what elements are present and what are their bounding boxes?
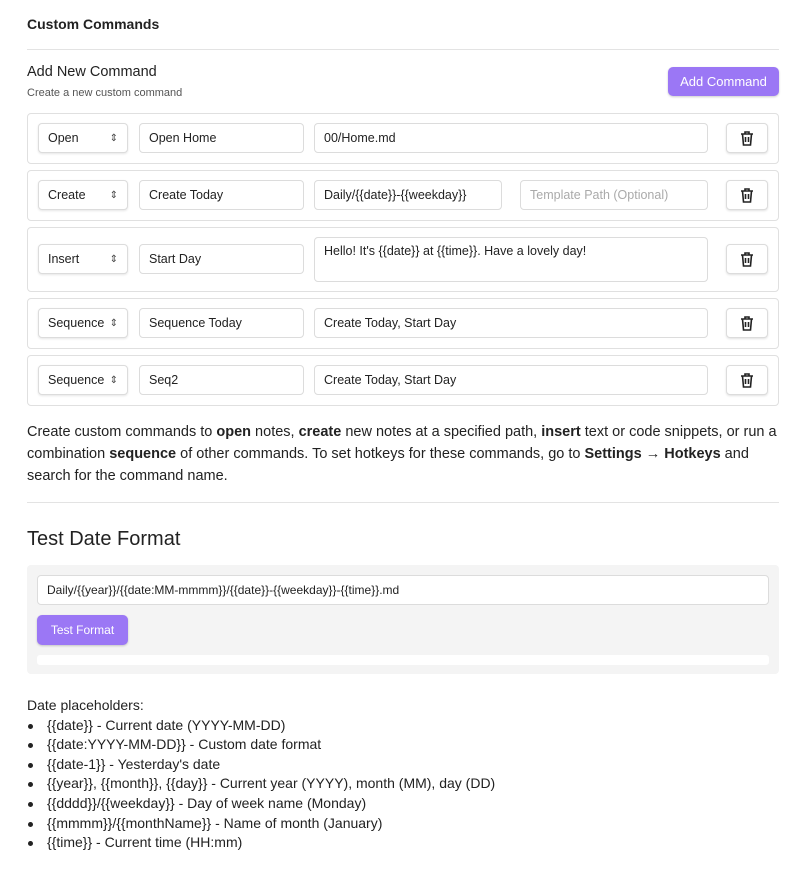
list-item: {{date-1}} - Yesterday's date — [27, 755, 495, 775]
select-value: Sequence — [48, 316, 105, 330]
command-name-input[interactable]: Sequence Today — [139, 308, 304, 338]
delete-button[interactable] — [726, 365, 768, 395]
test-result-output — [37, 655, 769, 665]
list-item: {{date}} - Current date (YYYY-MM-DD) — [27, 716, 495, 736]
command-sequence-input[interactable]: Create Today, Start Day — [314, 308, 708, 338]
command-type-select[interactable] — [38, 244, 128, 274]
chevron-updown-icon: ⇕ — [109, 189, 118, 201]
command-name-input[interactable]: Open Home — [139, 123, 304, 153]
date-format-input[interactable]: Daily/{{year}}/{{date:MM-mmmm}}/{{date}}-{{weekday}}-{{time}}.md — [37, 575, 769, 605]
template-path-input[interactable]: Template Path (Optional) — [520, 180, 708, 210]
select-value: Insert — [48, 252, 80, 266]
trash-icon — [739, 251, 755, 268]
list-item: {{date:YYYY-MM-DD}} - Custom date format — [27, 735, 495, 755]
insert-text-textarea[interactable] — [314, 237, 708, 282]
delete-button[interactable] — [726, 308, 768, 338]
list-item: {{year}}, {{month}}, {{day}} - Current year (YYYY), month (MM), day (DD) — [27, 774, 495, 794]
command-type-select[interactable] — [38, 308, 128, 338]
command-path-input[interactable]: Daily/{{date}}-{{weekday}} — [314, 180, 502, 210]
add-command-button[interactable]: Add Command — [668, 67, 779, 96]
chevron-updown-icon: ⇕ — [109, 317, 118, 329]
command-name-input[interactable]: Start Day — [139, 244, 304, 274]
command-row — [27, 298, 779, 349]
commands-description: Create custom commands to open notes, create new notes at a specified path, insert text or code snippets, or run a combination sequence of other commands. To set hotkeys for these commands, go to Settings → Hotkeys and search for the command name. — [27, 424, 777, 484]
chevron-updown-icon: ⇕ — [109, 374, 118, 386]
command-row — [27, 170, 779, 221]
command-row — [27, 227, 779, 292]
chevron-updown-icon: ⇕ — [109, 253, 118, 265]
add-command-subtitle: Create a new custom command — [27, 87, 183, 99]
command-type-select[interactable] — [38, 123, 128, 153]
list-item: {{dddd}}/{{weekday}} - Day of week name (Monday) — [27, 794, 495, 814]
placeholders-list — [27, 716, 495, 853]
select-value: Create — [48, 188, 86, 202]
command-type-select[interactable] — [38, 365, 128, 395]
command-row — [27, 113, 779, 164]
list-item: {{mmmm}}/{{monthName}} - Name of month (January) — [27, 814, 495, 834]
delete-button[interactable] — [726, 244, 768, 274]
command-path-input[interactable]: 00/Home.md — [314, 123, 708, 153]
test-format-button[interactable]: Test Format — [37, 615, 128, 645]
trash-icon — [739, 130, 755, 147]
list-item: {{time}} - Current time (HH:mm) — [27, 833, 495, 853]
select-value: Open — [48, 131, 79, 145]
delete-button[interactable] — [726, 123, 768, 153]
section-title: Custom Commands — [27, 16, 160, 32]
command-sequence-input[interactable]: Create Today, Start Day — [314, 365, 708, 395]
divider — [27, 502, 779, 503]
trash-icon — [739, 372, 755, 389]
placeholders-title: Date placeholders: — [27, 697, 144, 713]
command-name-input[interactable]: Create Today — [139, 180, 304, 210]
select-value: Sequence — [48, 373, 105, 387]
placeholders-help — [27, 696, 495, 853]
command-type-select[interactable] — [38, 180, 128, 210]
chevron-updown-icon: ⇕ — [109, 132, 118, 144]
command-name-input[interactable]: Seq2 — [139, 365, 304, 395]
trash-icon — [739, 187, 755, 204]
add-command-title: Add New Command — [27, 64, 157, 80]
divider — [27, 49, 779, 50]
trash-icon — [739, 315, 755, 332]
delete-button[interactable] — [726, 180, 768, 210]
command-row — [27, 355, 779, 406]
test-date-title: Test Date Format — [27, 528, 181, 550]
